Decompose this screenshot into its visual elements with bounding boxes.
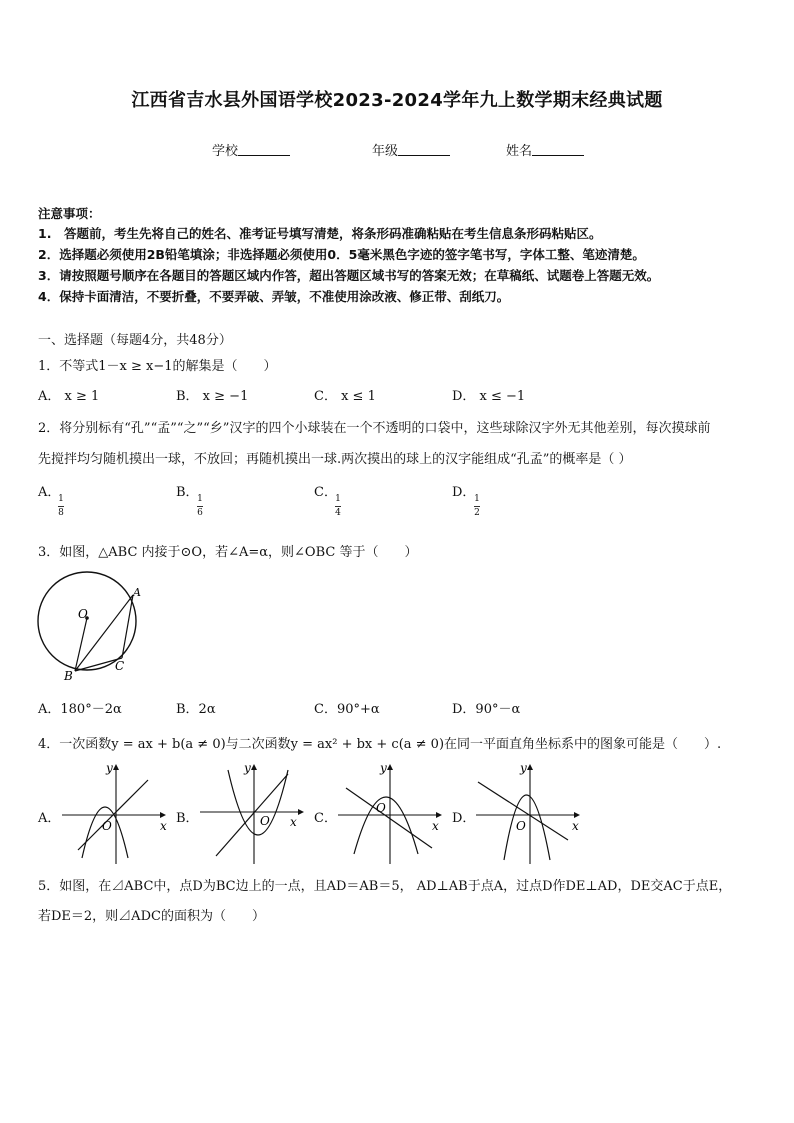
y-axis-arrow-icon	[113, 764, 119, 770]
q2-option-c-label[interactable]: C．	[314, 485, 337, 500]
y-axis-arrow-icon	[251, 764, 257, 770]
question-1-stem: 1．不等式1－x ≥ x−1的解集是（ ）	[38, 359, 277, 374]
q4-graph-a[interactable]	[60, 760, 170, 866]
parabola	[354, 797, 418, 854]
grade-blank[interactable]	[398, 143, 450, 156]
x-label: x	[160, 819, 167, 833]
q2-option-d-label[interactable]: D．	[452, 485, 476, 500]
q4-option-d-label[interactable]: D．	[452, 811, 476, 826]
name-field[interactable]	[506, 140, 584, 159]
origin-label: O	[376, 801, 386, 815]
name-label: 姓名	[506, 144, 533, 159]
q3-option-c[interactable]: C．90°+α	[314, 702, 380, 717]
q1-option-a[interactable]: A． x ≥ 1	[38, 389, 100, 404]
q2-option-b-label[interactable]: B．	[176, 485, 199, 500]
line-graph	[216, 774, 288, 856]
question-2-line-2: 先搅拌均匀随机摸出一球，不放回；再随机摸出一球.两次摸出的球上的汉字能组成“孔孟”的概率是（ ）	[38, 452, 632, 467]
q2-option-d-fraction: 1 2	[474, 494, 480, 518]
q4-graph-b[interactable]	[198, 760, 308, 866]
label-a: A	[133, 586, 141, 599]
x-axis-arrow-icon	[160, 812, 166, 818]
q2-option-a-fraction: 1 8	[58, 494, 64, 518]
y-label: y	[520, 761, 527, 775]
q4-option-a-label[interactable]: A．	[38, 811, 61, 826]
origin-label: O	[102, 819, 112, 833]
question-5-line-2: 若DE＝2，则⊿ADC的面积为（ ）	[38, 909, 265, 924]
parabola	[504, 795, 550, 860]
question-3-stem: 3．如图，△ABC 内接于⊙O，若∠A=α，则∠OBC 等于（ ）	[38, 545, 418, 560]
q3-option-d[interactable]: D．90°－α	[452, 702, 521, 717]
y-label: y	[244, 761, 251, 775]
notice-item: 2．选择题必须使用2B铅笔填涂；非选择题必须使用0．5毫米黑色字迹的签字笔书写，字体工整、笔迹清楚。	[38, 247, 645, 262]
q4-graph-c[interactable]	[336, 760, 446, 866]
grade-label: 年级	[372, 144, 399, 159]
x-axis-arrow-icon	[436, 812, 442, 818]
question-2-line-1: 2．将分别标有“孔”“孟”“之”“乡”汉字的四个小球装在一个不透明的口袋中，这些球除汉字外无其他差别，每次摸球前	[38, 421, 711, 436]
q1-option-c[interactable]: C． x ≤ 1	[314, 389, 376, 404]
q2-option-a-label[interactable]: A．	[38, 485, 61, 500]
notice-heading: 注意事项：	[38, 206, 101, 221]
q3-option-a[interactable]: A．180°－2α	[38, 702, 122, 717]
school-blank[interactable]	[238, 143, 290, 156]
x-axis-arrow-icon	[298, 809, 304, 815]
school-label: 学校	[212, 144, 239, 159]
notice-item: 3．请按照题号顺序在各题目的答题区域内作答，超出答题区域书写的答案无效；在草稿纸、试题卷上答题无效。	[38, 268, 660, 283]
q2-option-c-fraction: 1 4	[335, 494, 341, 518]
page-title: 江西省吉水县外国语学校2023-2024学年九上数学期末经典试题	[131, 90, 663, 111]
q1-option-b[interactable]: B． x ≥ −1	[176, 389, 249, 404]
circle-triangle-figure	[36, 568, 148, 682]
label-b: B	[64, 669, 73, 682]
origin-label: O	[516, 819, 526, 833]
x-label: x	[290, 815, 297, 829]
q4-option-c-label[interactable]: C．	[314, 811, 337, 826]
label-o: O	[78, 607, 88, 621]
school-field[interactable]	[212, 140, 290, 159]
x-axis-arrow-icon	[574, 812, 580, 818]
parabola	[228, 770, 288, 835]
label-c: C	[115, 659, 125, 673]
q3-option-b[interactable]: B．2α	[176, 702, 216, 717]
x-label: x	[572, 819, 579, 833]
notice-item: 1. 答题前，考生先将自己的姓名、准考证号填写清楚，将条形码准确粘贴在考生信息条形码粘贴区。	[38, 226, 602, 241]
name-blank[interactable]	[532, 143, 584, 156]
q2-option-b-fraction: 1 6	[197, 494, 203, 518]
question-5-line-1: 5．如图，在⊿ABC中，点D为BC边上的一点，且AD＝AB＝5， AD⊥AB于点A，过点D作DE⊥AD，DE交AC于点E，	[38, 879, 732, 894]
q4-option-b-label[interactable]: B．	[176, 811, 199, 826]
section-heading: 一、选择题（每题4分，共48分）	[38, 333, 232, 348]
y-axis-arrow-icon	[527, 764, 533, 770]
y-axis-arrow-icon	[387, 764, 393, 770]
q4-graph-d[interactable]	[474, 760, 584, 866]
q1-option-d[interactable]: D． x ≤ −1	[452, 389, 526, 404]
y-label: y	[106, 761, 113, 775]
notice-item: 4．保持卡面清洁，不要折叠，不要弄破、弄皱，不准使用涂改液、修正带、刮纸刀。	[38, 289, 510, 304]
x-label: x	[432, 819, 439, 833]
y-label: y	[380, 761, 387, 775]
grade-field[interactable]	[372, 140, 450, 159]
origin-label: O	[260, 814, 270, 828]
question-4-stem: 4．一次函数y = ax + b(a ≠ 0)与二次函数y = ax² + bx + c(a ≠ 0)在同一平面直角坐标系中的图象可能是（ ）.	[38, 737, 722, 752]
